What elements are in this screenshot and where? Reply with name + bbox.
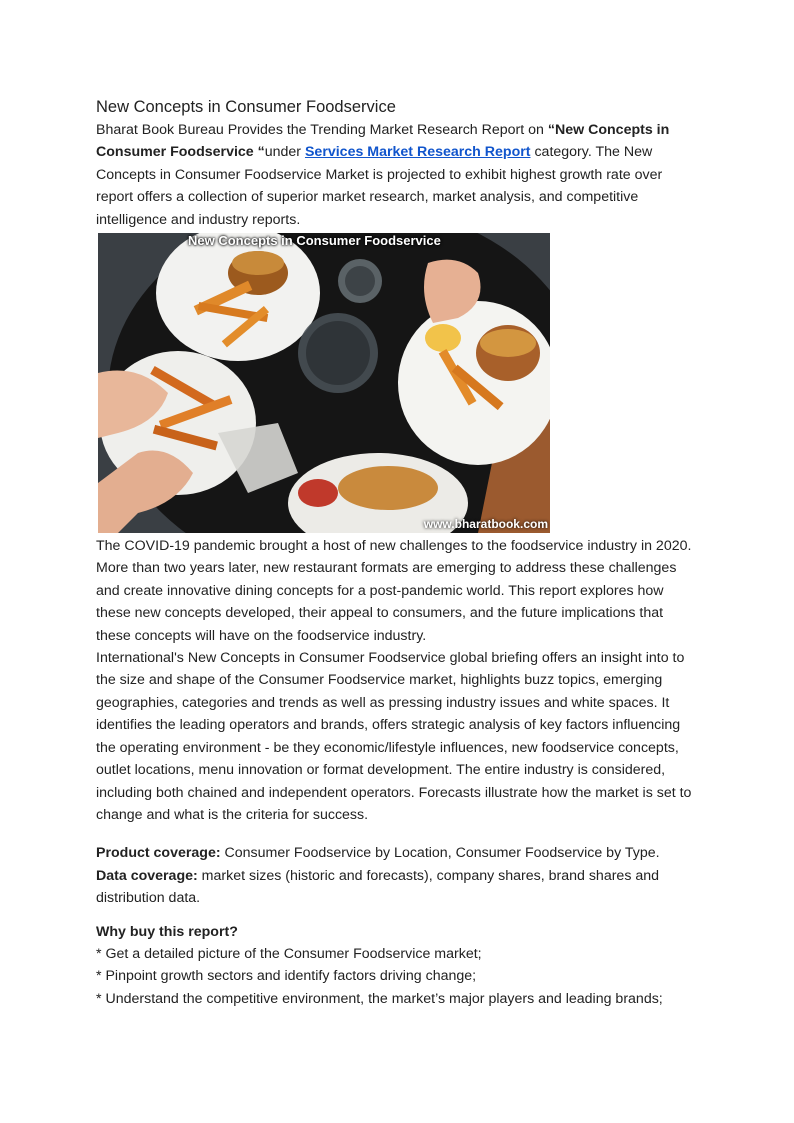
spacer	[96, 826, 700, 842]
briefing-paragraph: International's New Concepts in Consumer Foodservice global briefing offers an insight into to the size and shape of the Consumer Foodservice market, highlights buzz topics, emerging geographies, categories and trends as well as pressing industry issues and white spaces. It identifies the leading operators and brands, offers strategic analysis of key factors influencing the operating environment - be they economic/lifestyle influences, new foodservice concepts, outlet locations, menu innovation or format development. The entire industry is considered, including both chained and independent operators. Forecasts illustrate how the market is set to change and what is the criteria for success.	[96, 650, 692, 823]
product-coverage	[96, 842, 700, 864]
intro-text-2: under	[264, 144, 305, 161]
image-caption: New Concepts in Consumer Foodservice	[188, 233, 441, 249]
data-coverage	[96, 865, 700, 910]
services-report-link[interactable]: Services Market Research Report	[304, 144, 531, 161]
why-buy-item: * Understand the competitive environment, the market’s major players and leading brands;	[96, 990, 663, 1007]
product-coverage-label: Product coverage:	[96, 845, 221, 862]
product-coverage-text: Consumer Foodservice by Location, Consumer Foodservice by Type.	[220, 845, 660, 862]
data-coverage-label: Data coverage:	[96, 867, 198, 884]
why-buy-heading: Why buy this report?	[96, 923, 238, 940]
spacer	[96, 910, 700, 921]
image-watermark: www.bharatbook.com	[423, 517, 548, 532]
covid-paragraph: The COVID-19 pandemic brought a host of new challenges to the foodservice industry in 2020. More than two years later, new restaurant formats are emerging to address these challenges and create innovative dining concepts for a post-pandemic world. This report explores how these new concepts developed, their appeal to consumers, and the future implications that these concepts will have on the foodservice industry.	[96, 538, 692, 644]
data-coverage-text: market sizes (historic and forecasts), company shares, brand shares and distribution data.	[96, 867, 660, 907]
why-buy-item: * Get a detailed picture of the Consumer Foodservice market;	[96, 945, 482, 962]
food-illustration	[98, 233, 550, 533]
intro-report-title: “New Concepts in Consumer Foodservice “	[96, 122, 670, 161]
intro-text-1: Bharat Book Bureau Provides the Trending Market Research Report on	[96, 122, 548, 138]
page-title: New Concepts in Consumer Foodservice	[96, 98, 396, 116]
food-image	[98, 233, 550, 533]
document-page	[96, 96, 700, 1010]
intro-paragraph	[96, 119, 700, 231]
intro-text-3: category. The New Concepts in Consumer Foodservice Market is projected to exhibit highest growth rate over report offers a collection of superior market research, market analysis, and competitive intelligence and industry reports.	[96, 144, 663, 228]
why-buy-item: * Pinpoint growth sectors and identify factors driving change;	[96, 968, 477, 985]
